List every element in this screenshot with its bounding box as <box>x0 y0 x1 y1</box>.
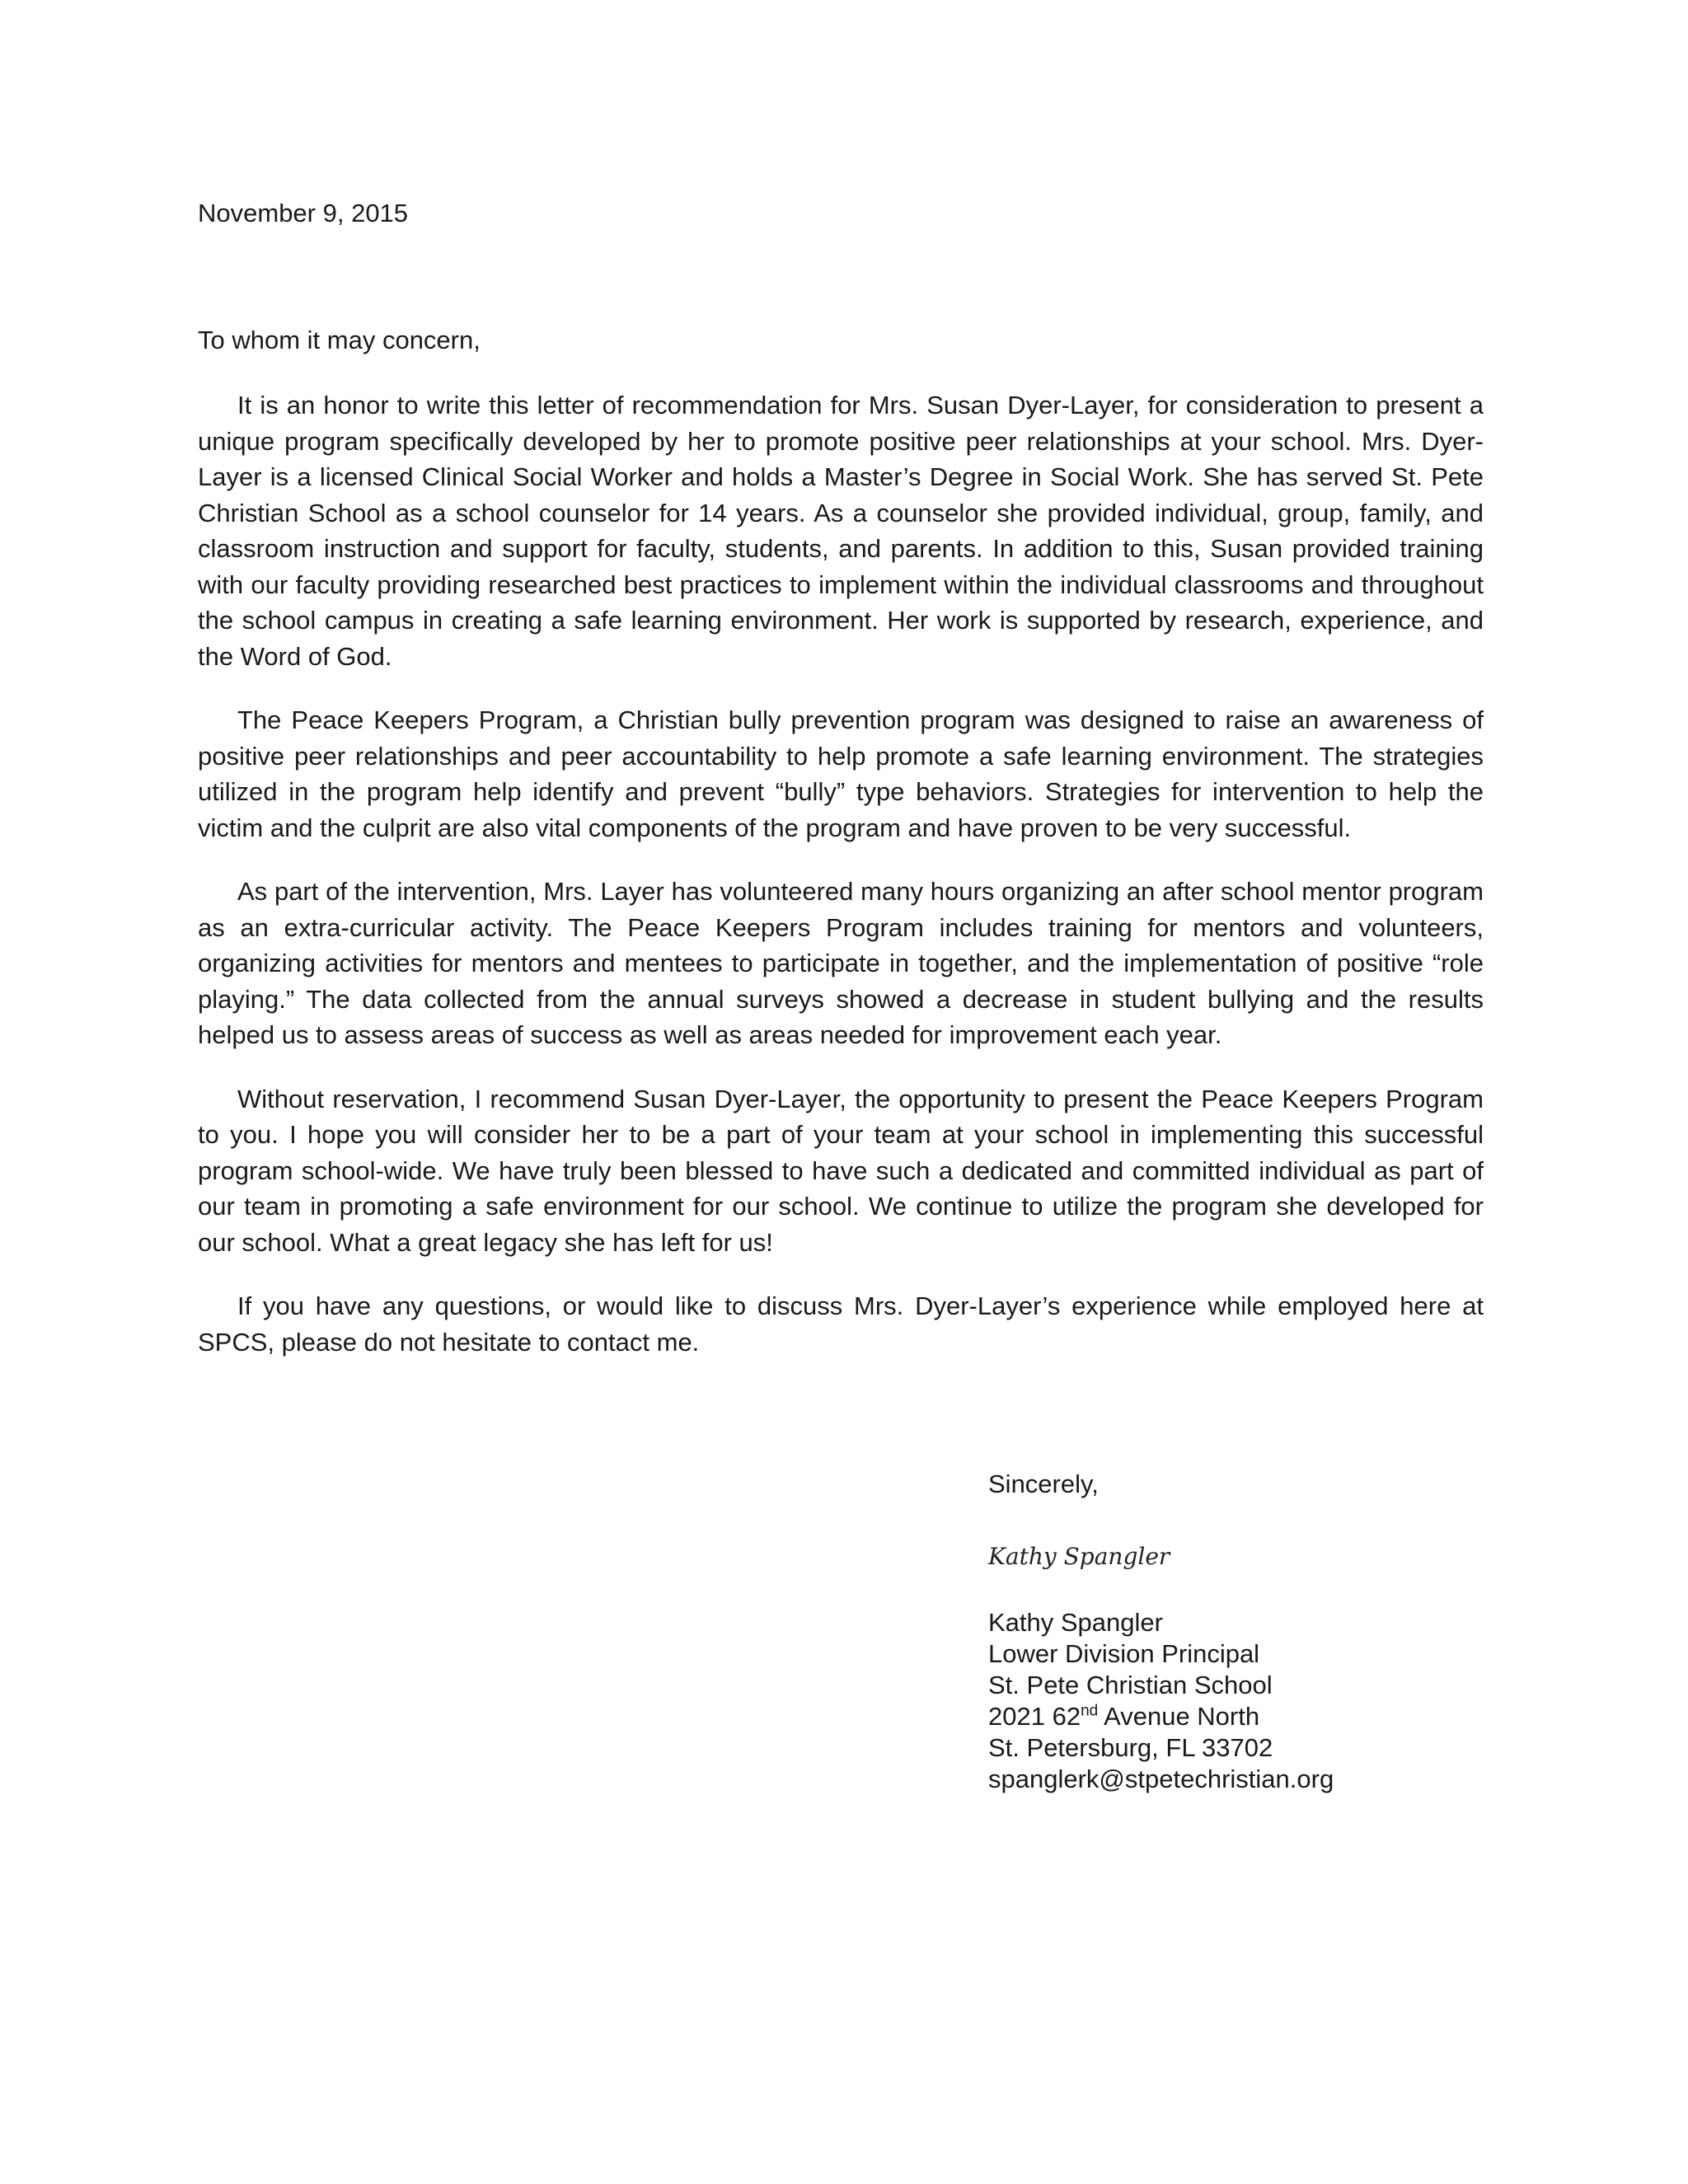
salutation: To whom it may concern, <box>198 326 481 354</box>
signer-email: spanglerk@stpetechristian.org <box>988 1765 1334 1793</box>
signature-block <box>988 1607 1483 1795</box>
handwritten-signature: Kathy Spangler <box>988 1543 1170 1570</box>
closing-block <box>988 1469 1483 1795</box>
signer-title: Lower Division Principal <box>988 1639 1260 1668</box>
signer-school: St. Pete Christian School <box>988 1671 1273 1699</box>
paragraph-1: It is an honor to write this letter of recommendation for Mrs. Susan Dyer-Layer, for consideration to present a unique program specifically developed by her to promote positive peer relationships at your school. Mrs. Dyer-Layer is a licensed Clinical Social Worker and holds a Master’s Degree in Social Work. She has served St. Pete Christian School as a school counselor for 14 years. As a counselor she provided individual, group, family, and classroom instruction and support for faculty, students, and parents. In addition to this, Susan provided training with our faculty providing researched best practices to implement within the individual classrooms and throughout the school campus in creating a safe learning environment. Her work is supported by research, experience, and the Word of God. <box>198 391 1484 671</box>
letter-date: November 9, 2015 <box>198 199 409 227</box>
signer-city-state-zip: St. Petersburg, FL 33702 <box>988 1733 1273 1762</box>
closing: Sincerely, <box>988 1469 1099 1498</box>
paragraph-3: As part of the intervention, Mrs. Layer has volunteered many hours organizing an after school mentor program as an extra-curricular activity. The Peace Keepers Program includes training for mentors and volunteers, organizing activities for mentors and mentees to participate in together, and the implementation of positive “role playing.” The data collected from the annual surveys showed a decrease in student bullying and the results helped us to assess areas of success as well as areas needed for improvement each year. <box>198 877 1484 1049</box>
paragraph-5: If you have any questions, or would like to discuss Mrs. Dyer-Layer’s experience while employed here at SPCS, please do not hesitate to contact me. <box>198 1291 1484 1357</box>
paragraph-2: The Peace Keepers Program, a Christian bully prevention program was designed to raise an awareness of positive peer relationships and peer accountability to help promote a safe learning environment. The strategies utilized in the program help identify and prevent “bully” type behaviors. Strategies for intervention to help the victim and the culprit are also vital components of the program and have proven to be very successful. <box>198 705 1484 842</box>
letter-body <box>198 387 1484 1388</box>
signer-name: Kathy Spangler <box>988 1608 1163 1637</box>
address-ordinal: nd <box>1081 1702 1099 1720</box>
address-street: Avenue North <box>1098 1702 1260 1731</box>
signer-address <box>988 1701 1483 1732</box>
address-number: 2021 62 <box>988 1702 1081 1731</box>
paragraph-4: Without reservation, I recommend Susan Dyer-Layer, the opportunity to present the Peace Keepers Program to you. I hope you will consider her to be a part of your team at your school in implementing this successful program school-wide. We have truly been blessed to have such a dedicated and committed individual as part of our team in promoting a safe environment for our school. We continue to utilize the program she developed for our school. What a great legacy she has left for us! <box>198 1084 1484 1257</box>
